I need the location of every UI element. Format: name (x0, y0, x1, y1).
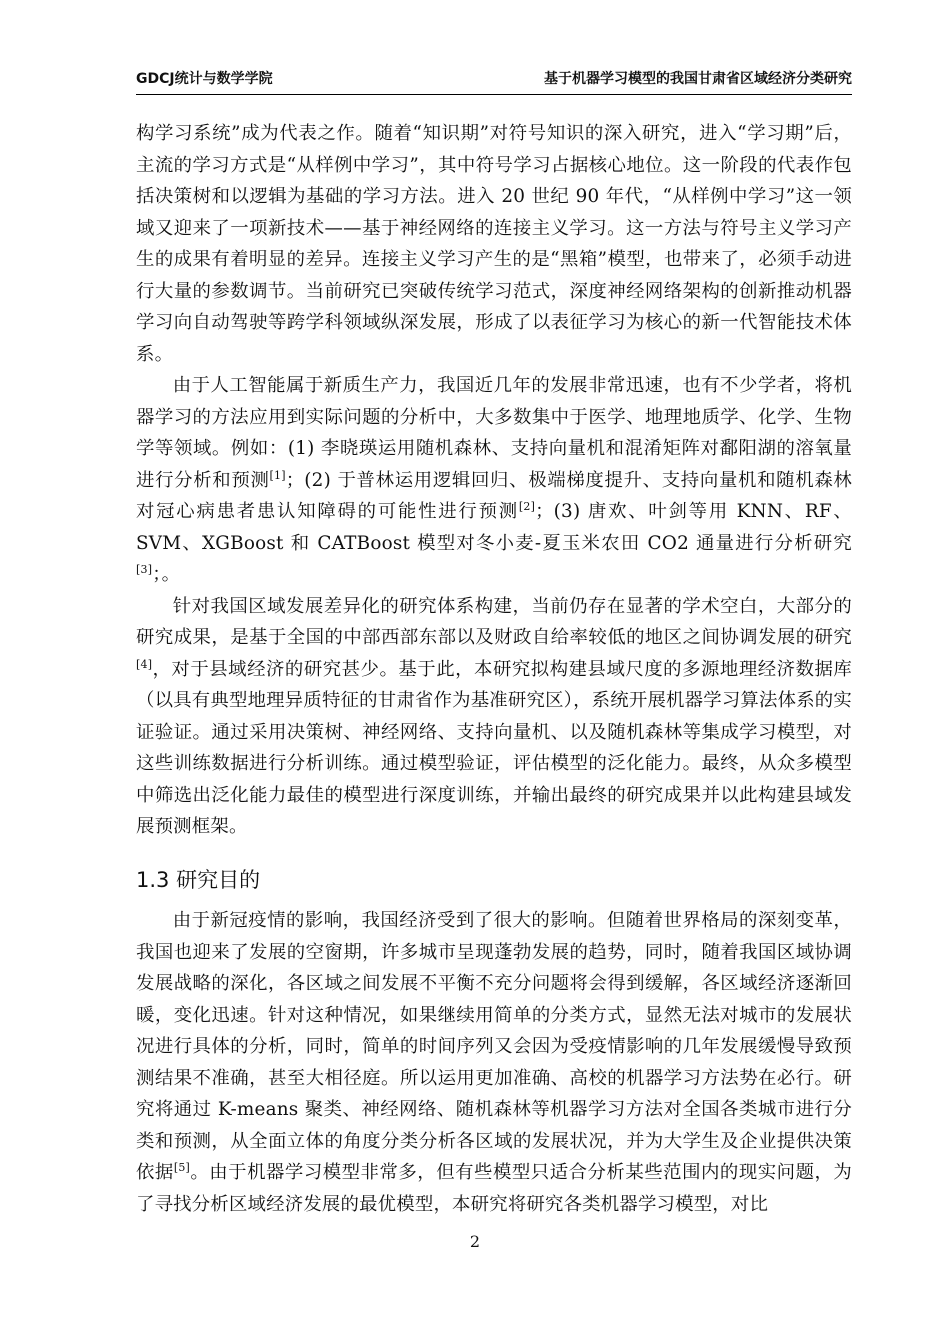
section-body-text (136, 905, 852, 1220)
paragraph-3-part-2: ，对于县域经济的研究甚少。基于此，本研究拟构建县域尺度的多源地理经济数据库（以具有典型地理异质特征的甘肃省作为基准研究区），系统开展机器学习算法体系的实证验证。通过采用决策树、神经网络、支持向量机、以及随机森林等集成学习模型，对这些训练数据进行分析训练。通过模型验证，评估模型的泛化能力。最终，从众多模型中筛选出泛化能力最佳的模型进行深度训练，并输出最终的研究成果并以此构建县域发展预测框架。 (136, 658, 852, 837)
page-number: 2 (469, 1232, 481, 1251)
citation-2: [2] (518, 500, 536, 513)
paragraph-2-part-1: 由于人工智能属于新质生产力，我国近几年的发展非常迅速，也有不少学者，将机器学习的方法应用到实际问题的分析中，大多数集中于医学、地理地质学、化学、生物学等领域。例如：(1) 李晓瑛运用随机森林、支持向量机和混淆矩阵对鄱阳湖的溶氧量进行分析和预测 (136, 375, 852, 491)
paragraph-3-part-1: 针对我国区域发展差异化的研究体系构建，当前仍存在显著的学术空白，大部分的研究成果，是基于全国的中部西部东部以及财政自给率较低的地区之间协调发展的研究 (136, 595, 852, 648)
paragraph-2 (136, 370, 852, 591)
paragraph-4-part-2: 。由于机器学习模型非常多，但有些模型只适合分析某些范围内的现实问题，为了寻找分析区域经济发展的最优模型，本研究将研究各类机器学习模型，对比 (136, 1162, 852, 1215)
paragraph-4-part-1: 由于新冠疫情的影响，我国经济受到了很大的影响。但随着世界格局的深刻变革，我国也迎来了发展的空窗期，许多城市呈现蓬勃发展的趋势，同时，随着我国区域协调发展战略的深化，各区域之间发展不平衡不充分问题将会得到缓解，各区域经济逐渐回暖，变化迅速。针对这种情况，如果继续用简单的分类方式，显然无法对城市的发展状况进行具体的分析，同时，简单的时间序列又会因为受疫情影响的几年发展缓慢导致预测结果不准确，甚至大相径庭。所以运用更加准确、高校的机器学习方法势在必行。研究将通过 K-means 聚类、神经网络、随机森林等机器学习方法对全国各类城市进行分类和预测，从全面立体的角度分类分析各区域的发展状况，并为大学生及企业提供决策依据 (136, 910, 852, 1183)
paragraph-1: 构学习系统”成为代表之作。随着“知识期”对符号知识的深入研究，进入“学习期”后，主流的学习方式是“从样例中学习”，其中符号学习占据核心地位。这一阶段的代表作包括决策树和以逻辑为基础的学习方法。进入 20 世纪 90 年代，“从样例中学习”这一领域又迎来了一项新技术——基于神经网络的连接主义学习。这一方法与符号主义学习产生的成果有着明显的差异。连接主义学习产生的是“黑箱”模型，也带来了，必须手动进行大量的参数调节。当前研究已突破传统学习范式，深度神经网络架构的创新推动机器学习向自动驾驶等跨学科领域纵深发展，形成了以表征学习为核心的新一代智能技术体系。 (136, 123, 852, 365)
paragraph-2-part-4: ；。 (152, 564, 181, 585)
citation-3: [3] (136, 563, 153, 576)
paragraph-2-part-2: ；(2) 于普林运用逻辑回归、极端梯度提升、支持向量机和随机森林对冠心病患者患认知障碍的可能性进行预测 (136, 469, 852, 522)
paragraph-4 (136, 905, 852, 1220)
paragraph-2-part-3: ；(3) 唐欢、叶剑等用 KNN、RF、SVM、XGBoost 和 CATBoost 模型对冬小麦-夏玉米农田 CO2 通量进行分析研究 (136, 501, 852, 554)
citation-4: [4] (136, 657, 153, 671)
header-title: 基于机器学习模型的我国甘肃省区域经济分类研究 (544, 71, 852, 87)
page-header (136, 64, 852, 95)
body-text (136, 118, 852, 843)
citation-1: [1] (269, 468, 286, 482)
paragraph-3 (136, 591, 852, 843)
section-heading: 1.3 研究目的 (136, 868, 261, 892)
header-institution: GDCJ统计与数学学院 (136, 71, 273, 87)
citation-5: [5] (173, 1161, 191, 1174)
